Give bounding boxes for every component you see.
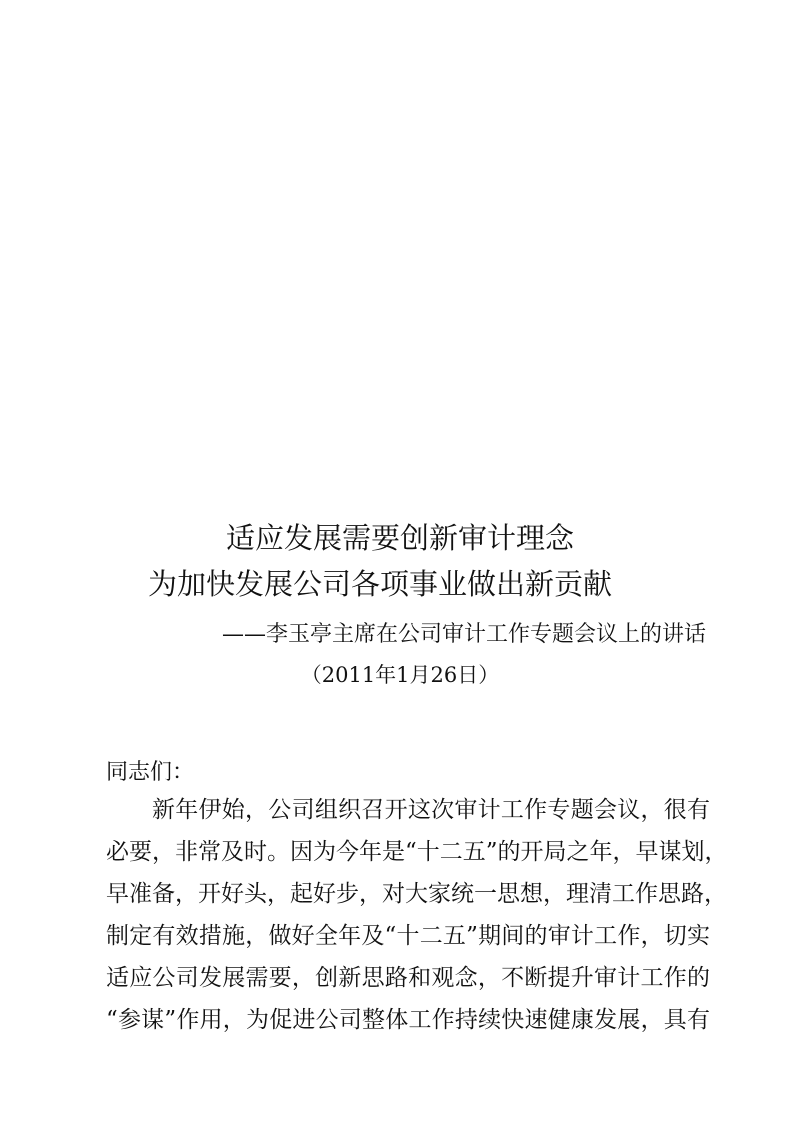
paragraph-line: 早准备，开好头，起好步，对大家统一思想，理清工作思路， xyxy=(106,881,727,907)
body-paragraph xyxy=(106,795,728,1047)
speech-date: （2011年1月26日） xyxy=(300,663,500,687)
paragraph-line: 适应公司发展需要，创新思路和观念，不断提升审计工作的 xyxy=(106,965,710,991)
paragraph-line: 制定有效措施，做好全年及“十二五”期间的审计工作，切实 xyxy=(106,923,710,949)
paragraph-line: “参谋”作用，为促进公司整体工作持续快速健康发展，具有 xyxy=(106,1007,710,1033)
title-line-2: 为加快发展公司各项事业做出新贡献 xyxy=(148,567,613,601)
salutation: 同志们： xyxy=(106,760,195,785)
paragraph-line: 必要，非常及时。因为今年是“十二五”的开局之年，早谋划， xyxy=(106,839,728,865)
subtitle: ——李玉亭主席在公司审计工作专题会议上的讲话 xyxy=(222,622,707,647)
paragraph-line: 新年伊始，公司组织召开这次审计工作专题会议，很有 xyxy=(152,797,710,823)
title-line-1: 适应发展需要创新审计理念 xyxy=(225,521,574,555)
